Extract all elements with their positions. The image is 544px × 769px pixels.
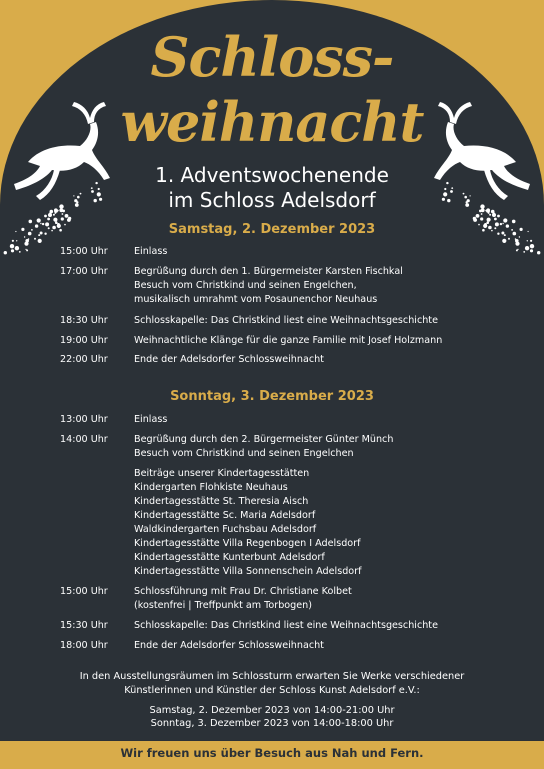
- sparkle-dot: [19, 251, 21, 253]
- schedule-text: Schlossführung mit Frau Dr. Christiane Kolbet: [134, 586, 352, 597]
- footer-slogan: Wir freuen uns über Besuch aus Nah und Fern.: [120, 746, 424, 760]
- schedule-text: Schlosskapelle: Das Christkind liest eine Weihnachtsgeschichte: [134, 620, 438, 631]
- exhibition-date: Samstag, 2. Dezember 2023 von 14:00-21:00 Uhr: [149, 705, 395, 716]
- day1-heading: Samstag, 2. Dezember 2023: [168, 222, 376, 237]
- schedule-text: Besuch vom Christkind und seinen Engelchen,: [134, 280, 357, 291]
- sparkle-dot: [527, 240, 528, 241]
- sparkle-dot: [480, 217, 483, 220]
- schedule-text: Kindertagesstätte Sc. Maria Adelsdorf: [134, 510, 316, 521]
- sparkle-dot: [38, 239, 42, 243]
- sparkle-dot: [11, 249, 14, 252]
- schedule-text: Kindertagesstätte Villa Sonnenschein Adelsdorf: [134, 566, 362, 577]
- subtitle-line-2: im Schloss Adelsdorf: [168, 188, 376, 212]
- sparkle-dot: [65, 214, 69, 218]
- schedule-time: 15:30 Uhr: [60, 620, 108, 631]
- schedule-text: Einlass: [134, 246, 168, 257]
- subtitle-line-1: 1. Adventswochenende: [155, 163, 389, 187]
- schedule-time: 17:00 Uhr: [60, 266, 108, 277]
- exhibition-text: In den Ausstellungsräumen im Schlossturm erwarten Sie Werke verschiedener: [79, 671, 465, 682]
- sparkle-dot: [47, 218, 50, 221]
- sparkle-dot: [62, 213, 64, 215]
- schedule-text: Kindergarten Flohkiste Neuhaus: [134, 482, 288, 493]
- sparkle-dot: [61, 217, 64, 220]
- schedule-text: Ende der Adelsdorfer Schlossweihnacht: [134, 640, 324, 651]
- schedule-text: (kostenfrei | Treffpunkt am Torbogen): [134, 600, 312, 611]
- schedule-time: 22:00 Uhr: [60, 354, 108, 365]
- title-line-2: weihnacht: [120, 90, 424, 154]
- schedule-time: 14:00 Uhr: [60, 434, 108, 445]
- sparkle-dot: [15, 246, 19, 250]
- sparkle-dot: [530, 240, 532, 242]
- sparkle-dot: [508, 238, 510, 240]
- day2-heading: Sonntag, 3. Dezember 2023: [170, 389, 374, 404]
- schedule-time: 15:00 Uhr: [60, 586, 108, 597]
- title-line-1: Schloss-: [150, 25, 394, 89]
- sparkle-dot: [44, 215, 47, 218]
- schedule-text: Weihnachtliche Klänge für die ganze Familie mit Josef Holzmann: [134, 335, 443, 346]
- sparkle-dot: [537, 251, 540, 254]
- sparkle-dot: [523, 251, 525, 253]
- schedule-text: Ende der Adelsdorfer Schlossweihnacht: [134, 354, 324, 365]
- schedule-text: Einlass: [134, 414, 168, 425]
- sparkle-dot: [53, 214, 55, 216]
- schedule-text: Kindertagesstätte Kunterbunt Adelsdorf: [134, 552, 325, 563]
- sparkle-dot: [4, 251, 7, 254]
- schedule-text: Kindertagesstätte St. Theresia Aisch: [134, 496, 309, 507]
- schedule-time: 13:00 Uhr: [60, 414, 108, 425]
- sparkle-dot: [481, 213, 483, 215]
- schedule-text: Beiträge unserer Kindertagesstätten: [134, 468, 310, 479]
- exhibition-text: Künstlerinnen und Künstler der Schloss Kunst Adelsdorf e.V.:: [124, 685, 420, 696]
- schedule-text: musikalisch umrahmt vom Posaunenchor Neuhaus: [134, 294, 378, 305]
- sparkle-dot: [25, 249, 26, 250]
- schedule-text: Kindertagesstätte Villa Regenbogen I Adelsdorf: [134, 538, 361, 549]
- sparkle-dot: [12, 240, 14, 242]
- sparkle-dot: [525, 246, 529, 250]
- sparkle-dot: [16, 240, 17, 241]
- sparkle-dot: [497, 215, 500, 218]
- sparkle-dot: [515, 242, 519, 246]
- schedule-text: Schlosskapelle: Das Christkind liest eine Weihnachtsgeschichte: [134, 315, 438, 326]
- schedule-time: 18:00 Uhr: [60, 640, 108, 651]
- schedule-text: Begrüßung durch den 2. Bürgermeister Günter Münch: [134, 434, 394, 445]
- schedule-text: Begrüßung durch den 1. Bürgermeister Karsten Fischkal: [134, 266, 403, 277]
- sparkle-dot: [24, 242, 28, 246]
- schedule-time: 18:30 Uhr: [60, 315, 108, 326]
- sparkle-dot: [34, 238, 36, 240]
- schedule-time: 15:00 Uhr: [60, 246, 108, 257]
- sparkle-dot: [476, 214, 480, 218]
- schedule-text: Waldkindergarten Fuchsbau Adelsdorf: [134, 524, 317, 535]
- sparkle-dot: [530, 249, 533, 252]
- sparkle-dot: [530, 244, 534, 248]
- sparkle-dot: [10, 244, 14, 248]
- sparkle-dot: [502, 239, 506, 243]
- sparkle-dot: [494, 218, 497, 221]
- schedule-time: 19:00 Uhr: [60, 335, 108, 346]
- exhibition-date: Sonntag, 3. Dezember 2023 von 14:00-18:00 Uhr: [150, 718, 394, 729]
- sparkle-dot: [489, 214, 491, 216]
- sparkle-dot: [517, 249, 518, 250]
- schedule-text: Besuch vom Christkind und seinen Engelchen: [134, 448, 354, 459]
